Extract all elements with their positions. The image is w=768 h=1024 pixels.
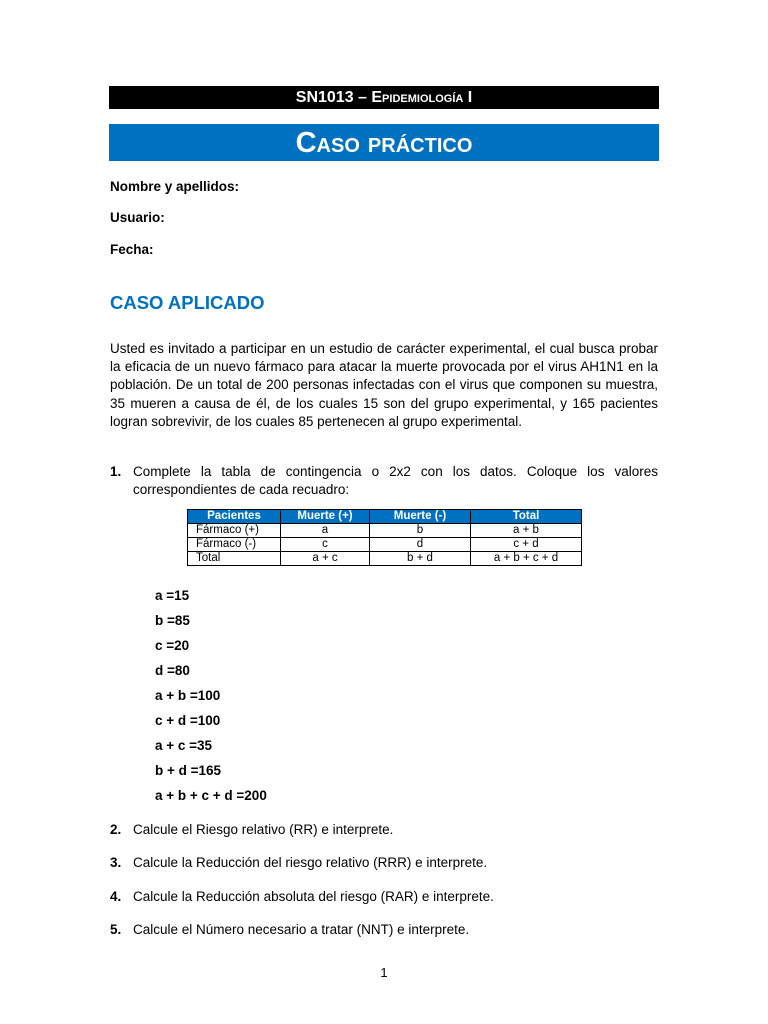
question-number: 3. (110, 855, 122, 870)
question-text: Calcule la Reducción absoluta del riesgo (RAR) e interprete. (133, 889, 494, 904)
table-header-cell: Pacientes (188, 510, 281, 524)
answer-item: a + c =35 (155, 738, 213, 753)
table-row-label: Fármaco (-) (188, 538, 281, 552)
answer-item: b + d =165 (155, 763, 222, 778)
answer-item: c + d =100 (155, 713, 221, 728)
answer-list (155, 588, 267, 813)
table-row (188, 538, 582, 552)
course-code-banner: SN1013 – Epidemiología I (109, 86, 659, 109)
answer-item: a + b + c + d =200 (155, 788, 267, 803)
table-cell: b + d (370, 552, 471, 566)
table-cell: a + b (471, 524, 582, 538)
question-text: Complete la tabla de contingencia o 2x2 con los datos. Coloque los valores correspondientes de cada recuadro: (133, 464, 658, 497)
table-cell: a + c (281, 552, 370, 566)
question-number: 4. (110, 889, 122, 904)
table-cell: a + b + c + d (471, 552, 582, 566)
contingency-table (187, 509, 582, 566)
question-number: 1. (110, 464, 122, 479)
answer-item: a =15 (155, 588, 190, 603)
answer-item: d =80 (155, 663, 190, 678)
question-5 (110, 921, 658, 939)
table-cell: a (281, 524, 370, 538)
table-header-cell: Muerte (+) (281, 510, 370, 524)
question-number: 5. (110, 922, 122, 937)
table-header-cell: Total (471, 510, 582, 524)
table-row (188, 552, 582, 566)
table-cell: c + d (471, 538, 582, 552)
name-field-label: Nombre y apellidos: (110, 179, 240, 194)
table-header-row (188, 510, 582, 524)
table-cell: b (370, 524, 471, 538)
page-number: 1 (380, 965, 388, 980)
table-cell: c (281, 538, 370, 552)
table-row-label: Fármaco (+) (188, 524, 281, 538)
table-cell: d (370, 538, 471, 552)
answer-item: c =20 (155, 638, 190, 653)
question-number: 2. (110, 822, 122, 837)
document-title: Caso práctico (109, 124, 659, 161)
table-row-label: Total (188, 552, 281, 566)
answer-item: a + b =100 (155, 688, 221, 703)
section-heading: CASO APLICADO (110, 292, 265, 313)
user-field-label: Usuario: (110, 210, 165, 225)
question-text: Calcule el Riesgo relativo (RR) e interprete. (133, 822, 394, 837)
question-1 (110, 463, 658, 499)
question-3 (110, 854, 658, 872)
table-row (188, 524, 582, 538)
date-field-label: Fecha: (110, 242, 154, 257)
question-4 (110, 888, 658, 906)
answer-item: b =85 (155, 613, 190, 628)
question-text: Calcule el Número necesario a tratar (NNT) e interprete. (133, 922, 470, 937)
case-intro-paragraph: Usted es invitado a participar en un estudio de carácter experimental, el cual busca probar la eficacia de un nuevo fármaco para atacar la muerte provocada por el virus AH1N1 en la población. De un total de 200 personas infectadas con el virus que componen su muestra, 35 mueren a causa de él, de los cuales 15 son del grupo experimental, y 165 pacientes logran sobrevivir, de los cuales 85 pertenecen al grupo experimental. (110, 341, 658, 429)
question-2 (110, 821, 658, 839)
table-header-cell: Muerte (-) (370, 510, 471, 524)
question-text: Calcule la Reducción del riesgo relativo (RRR) e interprete. (133, 855, 488, 870)
